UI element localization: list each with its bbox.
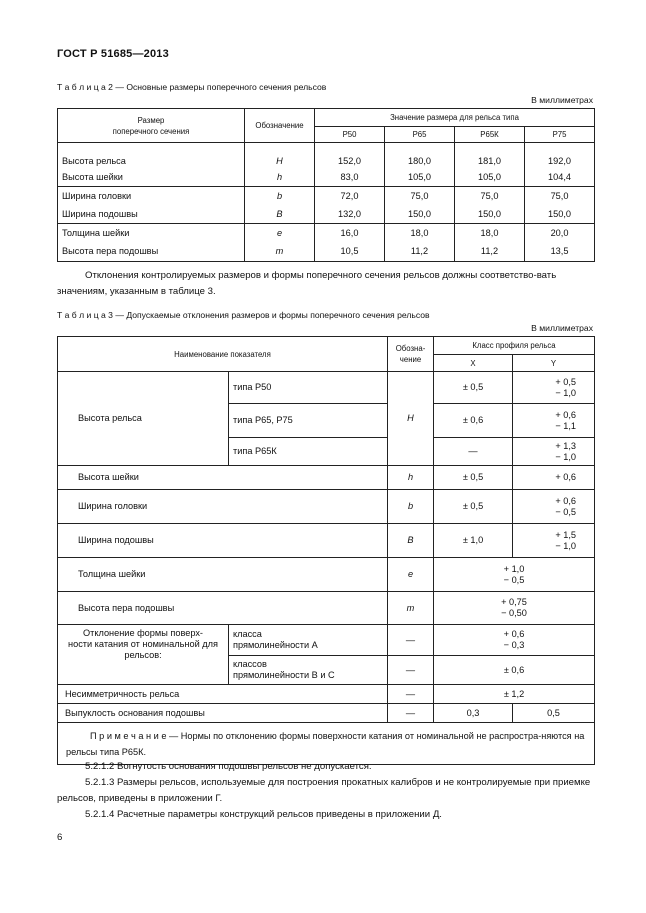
table3-row bbox=[58, 704, 595, 723]
table2-cell-sym: b bbox=[245, 187, 315, 206]
table3-cell-x: ± 0,5 bbox=[434, 372, 513, 404]
table3-rail-type: типа Р50 bbox=[229, 372, 388, 404]
table2-row bbox=[58, 187, 595, 206]
table3-head-designation: Обозна- чение bbox=[388, 337, 434, 372]
table3-cell-y: 0,5 bbox=[513, 704, 595, 723]
table2-cell-value: 75,0 bbox=[455, 187, 525, 206]
table3-cell-y: + 0,6 bbox=[513, 466, 595, 490]
table3-rail-type: типа Р65К bbox=[229, 438, 388, 466]
paragraph-5-2-1-4: 5.2.1.4 Расчетные параметры конструкций рельсов приведены в приложении Д. bbox=[85, 809, 442, 820]
table2-cell-value: 150,0 bbox=[385, 206, 455, 224]
table2-cell-value: 75,0 bbox=[525, 187, 595, 206]
document-header: ГОСТ Р 51685—2013 bbox=[57, 48, 169, 60]
table3 bbox=[57, 336, 595, 765]
table3-cell-sym: B bbox=[388, 524, 434, 558]
table2-cell-name: Высота рельса bbox=[58, 143, 245, 169]
paragraph-5-2-1-2: 5.2.1.2 Вогнутость основания подошвы рельсов не допускается. bbox=[85, 761, 372, 772]
table2-cell-name: Высота пера подошвы bbox=[58, 243, 245, 262]
table2-cell-sym: B bbox=[245, 206, 315, 224]
table2-head-group: Значение размера для рельса типа bbox=[315, 109, 595, 127]
table3-cell-y: + 0,5 − 1,0 bbox=[513, 372, 595, 404]
table3-cell-merged: ± 0,6 bbox=[434, 656, 595, 685]
table3-cell-x: ± 1,0 bbox=[434, 524, 513, 558]
table2-cell-value: 83,0 bbox=[315, 169, 385, 187]
table2-cell-value: 11,2 bbox=[455, 243, 525, 262]
table2-cell-value: 104,4 bbox=[525, 169, 595, 187]
table2-cell-value: 105,0 bbox=[385, 169, 455, 187]
table2-cell-name: Ширина головки bbox=[58, 187, 245, 206]
table2-cell-name: Высота шейки bbox=[58, 169, 245, 187]
table3-head-y: Y bbox=[513, 355, 595, 372]
table2-row bbox=[58, 143, 595, 169]
table3-cell-name: Ширина головки bbox=[58, 490, 388, 524]
table3-cell-name: Толщина шейки bbox=[58, 558, 388, 592]
table3-cell-sym: b bbox=[388, 490, 434, 524]
table2-cell-value: 10,5 bbox=[315, 243, 385, 262]
table3-deviation-class: классов прямолинейности В и С bbox=[229, 656, 388, 685]
table3-cell-sym: — bbox=[388, 625, 434, 656]
table3-row bbox=[58, 592, 595, 625]
table3-row bbox=[58, 466, 595, 490]
table3-cell-merged: + 1,0 − 0,5 bbox=[434, 558, 595, 592]
table2-cell-name: Ширина подошвы bbox=[58, 206, 245, 224]
table2-cell-value: 192,0 bbox=[525, 143, 595, 169]
table3-cell-x: ± 0,6 bbox=[434, 404, 513, 438]
table2-cell-value: 20,0 bbox=[525, 224, 595, 243]
table3-cell-name: Выпуклость основания подошвы bbox=[58, 704, 388, 723]
table3-row bbox=[58, 685, 595, 704]
table2-cell-value: 150,0 bbox=[525, 206, 595, 224]
table2-cell-value: 13,5 bbox=[525, 243, 595, 262]
table2-cell-sym: H bbox=[245, 143, 315, 169]
table2-cell-value: 18,0 bbox=[455, 224, 525, 243]
table2-cell-value: 72,0 bbox=[315, 187, 385, 206]
table3-caption: Т а б л и ц а 3 — Допускаемые отклонения размеров и формы поперечного сечения рельсов bbox=[57, 310, 430, 320]
table3-cell-x: ± 0,5 bbox=[434, 490, 513, 524]
table2-cell-name: Толщина шейки bbox=[58, 224, 245, 243]
table3-cell-merged: + 0,6 − 0,3 bbox=[434, 625, 595, 656]
table2-units: В миллиметрах bbox=[531, 95, 593, 105]
table3-cell-x: ± 0,5 bbox=[434, 466, 513, 490]
table3-cell-sym: h bbox=[388, 466, 434, 490]
table2-cell-value: 16,0 bbox=[315, 224, 385, 243]
table3-row bbox=[58, 372, 595, 404]
table2-cell-value: 180,0 bbox=[385, 143, 455, 169]
table2-row bbox=[58, 206, 595, 224]
table2-head-type: Р65 bbox=[385, 127, 455, 143]
table3-cell-y: + 1,3 − 1,0 bbox=[513, 438, 595, 466]
table3-head-x: X bbox=[434, 355, 513, 372]
table2-cell-sym: h bbox=[245, 169, 315, 187]
table3-cell-sym: — bbox=[388, 704, 434, 723]
table2-head-param: Размер поперечного сечения bbox=[58, 109, 245, 143]
table2-row bbox=[58, 169, 595, 187]
table3-head-name: Наименование показателя bbox=[58, 337, 388, 372]
table3-cell-y: + 1,5 − 1,0 bbox=[513, 524, 595, 558]
table2-head-type: Р75 bbox=[525, 127, 595, 143]
table2-head-type: Р65К bbox=[455, 127, 525, 143]
table3-row bbox=[58, 558, 595, 592]
table3-row bbox=[58, 490, 595, 524]
table3-rail-type: типа Р65, Р75 bbox=[229, 404, 388, 438]
table3-cell-name: Высота пера подошвы bbox=[58, 592, 388, 625]
table2-cell-value: 105,0 bbox=[455, 169, 525, 187]
table3-row bbox=[58, 524, 595, 558]
table3-cell-sym: m bbox=[388, 592, 434, 625]
table3-cell-name: Высота шейки bbox=[58, 466, 388, 490]
table3-cell-merged: ± 1,2 bbox=[434, 685, 595, 704]
table3-deviation-name: Отклонение формы поверх- ности катания от номинальной для рельсов: bbox=[58, 625, 229, 685]
table2-cell-value: 150,0 bbox=[455, 206, 525, 224]
table2-cell-value: 18,0 bbox=[385, 224, 455, 243]
table2-cell-value: 152,0 bbox=[315, 143, 385, 169]
table3-note: П р и м е ч а н и е — Нормы по отклонению формы поверхности катания от номинальной не распростра-няются на рельсы типа Р65К. bbox=[58, 723, 595, 765]
table3-cell-name: Несимметричность рельса bbox=[58, 685, 388, 704]
table2-caption: Т а б л и ц а 2 — Основные размеры поперечного сечения рельсов bbox=[57, 82, 327, 92]
table3-cell-sym: — bbox=[388, 656, 434, 685]
table2-cell-value: 11,2 bbox=[385, 243, 455, 262]
table3-cell-sym: — bbox=[388, 685, 434, 704]
page-number: 6 bbox=[57, 832, 63, 843]
table3-deviation-class: класса прямолинейности А bbox=[229, 625, 388, 656]
paragraph-deviations: Отклонения контролируемых размеров и формы поперечного сечения рельсов должны соответство-вать значениям, указанным в таблице 3. bbox=[57, 270, 557, 297]
table3-head-group: Класс профиля рельса bbox=[434, 337, 595, 355]
table2-cell-value: 132,0 bbox=[315, 206, 385, 224]
table2-cell-sym: m bbox=[245, 243, 315, 262]
table3-cell-sym: e bbox=[388, 558, 434, 592]
table2-cell-value: 75,0 bbox=[385, 187, 455, 206]
table3-cell-x: — bbox=[434, 438, 513, 466]
table3-cell-x: 0,3 bbox=[434, 704, 513, 723]
paragraph-5-2-1-3: 5.2.1.3 Размеры рельсов, используемые для построения прокатных калибров и не контролируемые при приемке рельсов, приведены в приложении Г. bbox=[57, 777, 591, 804]
table2-cell-value: 181,0 bbox=[455, 143, 525, 169]
table2-head-type: Р50 bbox=[315, 127, 385, 143]
table3-rail-height-sym: H bbox=[388, 372, 434, 466]
table2-cell-sym: e bbox=[245, 224, 315, 243]
table2-head-designation: Обозначение bbox=[245, 109, 315, 143]
table3-units: В миллиметрах bbox=[531, 323, 593, 333]
table3-cell-name: Ширина подошвы bbox=[58, 524, 388, 558]
table2-row bbox=[58, 224, 595, 243]
table3-cell-y: + 0,6 − 1,1 bbox=[513, 404, 595, 438]
table3-cell-merged: + 0,75 − 0,50 bbox=[434, 592, 595, 625]
table2-row bbox=[58, 243, 595, 262]
table3-rail-height-name: Высота рельса bbox=[58, 372, 229, 466]
table3-cell-y: + 0,6 − 0,5 bbox=[513, 490, 595, 524]
table3-row bbox=[58, 625, 595, 656]
table2 bbox=[57, 108, 595, 262]
